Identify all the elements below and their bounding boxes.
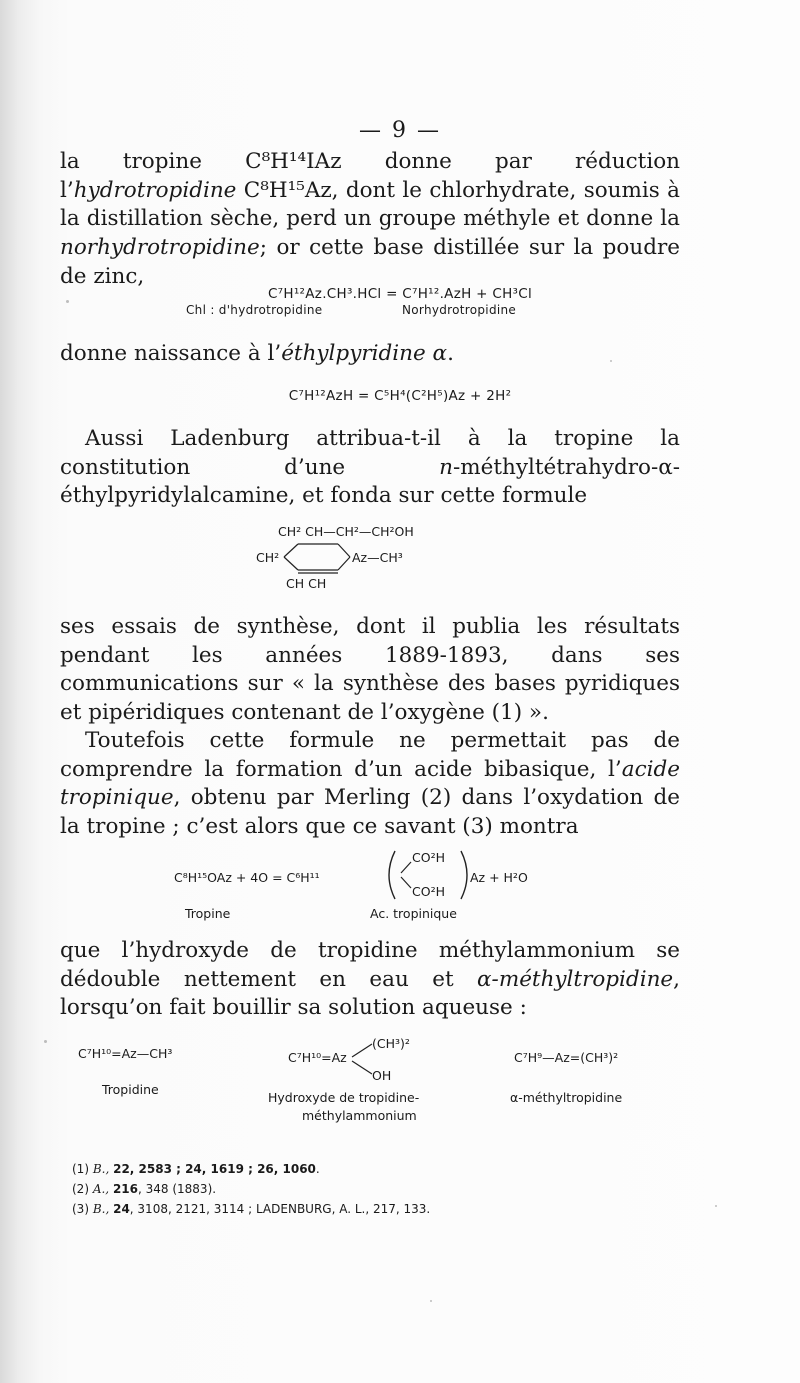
equation-2: C⁷H¹²AzH = C⁵H⁴(C²H⁵)Az + 2H²: [288, 388, 512, 404]
equation-3: [0, 848, 800, 923]
paragraph-5: Toutefois cette formule ne permettait pas de comprendre la formation d’un acide bibasique, l’acide tropinique, obtenu par Merling (2) dans l’oxydation de la tropine ; c’est alors que ce savant (3) montra: [60, 728, 680, 840]
methyltropidine-formula: C⁷H⁹—Az=(CH³)²: [514, 1050, 619, 1065]
formula-top-line: CH² CH—CH²—CH²OH: [278, 524, 414, 539]
equation-3-label-left: Tropine: [185, 906, 231, 921]
hydroxide-formula-top: (CH³)²: [372, 1036, 410, 1051]
hydroxide-label-1: Hydroxyde de tropidine-: [268, 1090, 420, 1105]
footnote-3: (3) B., 24, 3108, 2121, 3114 ; LADENBURG, A. L., 217, 133.: [72, 1202, 431, 1216]
equation-3-left: C⁸H¹⁵OAz + 4O = C⁶H¹¹: [174, 870, 320, 885]
structural-formula-tropine: [0, 524, 800, 598]
formula-right-group: Az—CH³: [352, 550, 403, 565]
paragraph-1: la tropine C⁸H¹⁴IAz donne par réduction l’hydrotropidine C⁸H¹⁵Az, dont le chlorhydrate, soumis à la distillation sèche, perd un groupe méthyle et donne la norhydrotropidine; or cette base distillée sur la poudre de zinc,: [60, 149, 680, 289]
paragraph-4: ses essais de synthèse, dont il publia les résultats pendant les années 1889-1893, dans ses communications sur « la synthèse des bases pyridiques et pipéridiques contenant de l’oxygène (1) ».: [60, 614, 680, 726]
ring-bonds-icon: [280, 540, 360, 580]
formula-left-group: CH²: [256, 550, 280, 565]
equation-1-label-left: Chl : d'hydrotropidine: [186, 303, 323, 317]
footnote-1: (1) B., 22, 2583 ; 24, 1619 ; 26, 1060.: [72, 1162, 320, 1176]
methyltropidine-label: α-méthyltropidine: [510, 1090, 623, 1105]
equation-1-label-right: Norhydrotropidine: [402, 303, 517, 317]
tropidine-label: Tropidine: [102, 1082, 159, 1097]
equation-1-line: C⁷H¹²Az.CH³.HCl = C⁷H¹².AzH + CH³Cl: [267, 286, 533, 302]
equation-4: [0, 1036, 800, 1128]
paragraph-2: donne naissance à l’éthylpyridine α.: [60, 341, 454, 366]
equation-1: [0, 286, 800, 320]
page-number: — 9 —: [359, 118, 441, 143]
tropidine-formula: C⁷H¹⁰=Az—CH³: [78, 1046, 173, 1061]
hydroxide-label-2: méthylammonium: [302, 1108, 417, 1123]
paragraph-3: Aussi Ladenburg attribua-t-il à la tropine la constitution d’une n-méthyltétrahydro-α-éthylpyridylalcamine, et fonda sur cette formule: [60, 426, 680, 509]
equation-3-top: CO²H: [412, 850, 445, 865]
paragraph-6: que l’hydroxyde de tropidine méthylammonium se dédouble nettement en eau et α-méthyltropidine, lorsqu’on fait bouillir sa solution aqueuse :: [60, 938, 680, 1021]
formula-bottom-line: CH CH: [286, 576, 327, 591]
equation-3-label-right: Ac. tropinique: [370, 906, 457, 921]
hydroxide-formula-main: C⁷H¹⁰=Az: [288, 1050, 347, 1065]
footnote-2: (2) A., 216, 348 (1883).: [72, 1182, 217, 1196]
hydroxide-formula-bottom: OH: [372, 1068, 392, 1083]
equation-3-bottom: CO²H: [412, 884, 445, 899]
equation-3-right: Az + H²O: [470, 870, 528, 885]
